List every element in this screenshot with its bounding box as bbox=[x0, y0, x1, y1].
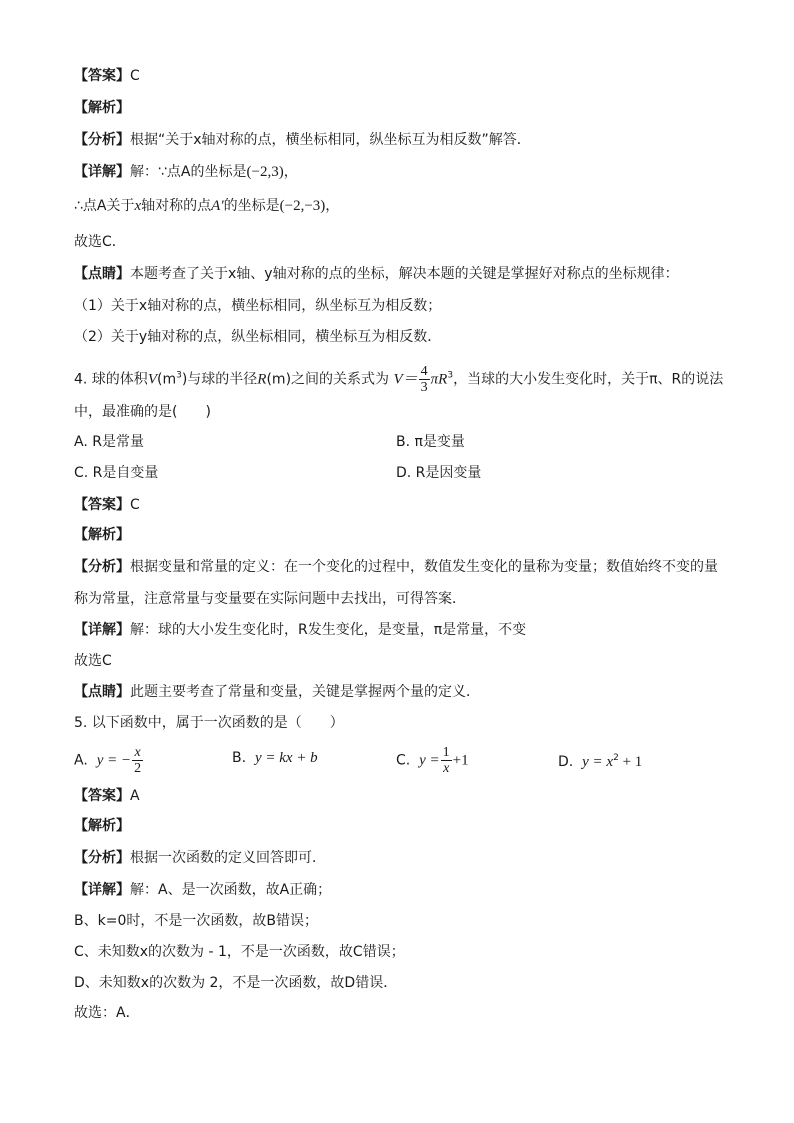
q3-detail-text-2e: 的坐标是 bbox=[223, 198, 280, 214]
q5-option-a-expr: y = − bbox=[96, 752, 132, 769]
q3-point-a-prime: A′ bbox=[211, 198, 224, 214]
q5-option-d-expr: y = x bbox=[582, 754, 614, 770]
q3-fenxi-line bbox=[74, 130, 531, 150]
q5-option-d-sup: 2 bbox=[613, 753, 619, 763]
q4-fenxi-line-2: 称为常量，注意常量与变量要在实际问题中去找出，可得答案． bbox=[74, 591, 466, 607]
q4-stem-d: (m)之间的关系式为 bbox=[266, 371, 390, 388]
q4-formula-rhs: πR bbox=[430, 371, 448, 388]
fenxi-tag: 【分析】 bbox=[74, 850, 130, 866]
q5-option-a-fraction bbox=[132, 745, 143, 776]
q4-option-d: D. R是因变量 bbox=[396, 465, 482, 481]
q3-analysis-tag bbox=[74, 98, 130, 118]
q3-detail-text: 解：∵点A的坐标是 bbox=[130, 164, 247, 180]
q3-point-a: (−2,3) bbox=[246, 164, 284, 180]
q5-option-b bbox=[232, 748, 318, 768]
q5-option-d-label: D. bbox=[558, 754, 574, 770]
q4-var-r: R bbox=[257, 371, 267, 388]
q4-unit: (m bbox=[156, 371, 177, 388]
q5-option-b-label: B. bbox=[232, 750, 247, 766]
q5-option-d bbox=[558, 748, 642, 772]
q3-comment-line bbox=[74, 264, 679, 284]
q4-var-v: V bbox=[147, 371, 157, 388]
q4-option-c: C. R是自变量 bbox=[74, 465, 159, 481]
q3-comment: 本题考查了关于x轴、y轴对称的点的坐标，解决本题的关键是掌握好对称点的坐标规律： bbox=[130, 266, 679, 282]
q5-detail-1: 解：A、是一次函数，故A正确； bbox=[130, 882, 332, 898]
q4-stem-e: ，当球的大小发生变化时，关于π、R的说法 bbox=[453, 371, 724, 388]
q3-point-coords: (−2,−3) bbox=[279, 198, 326, 214]
q3-detail-line-2 bbox=[74, 196, 339, 216]
q3-choose: 故选C． bbox=[74, 234, 126, 250]
fenxi-tag: 【分析】 bbox=[74, 132, 130, 148]
comment-tag: 【点睛】 bbox=[74, 266, 130, 282]
q5-fenxi-line bbox=[74, 848, 326, 868]
q3-detail-text-2c: 轴对称的点 bbox=[141, 198, 212, 214]
detail-tag: 【详解】 bbox=[74, 164, 130, 180]
q4-comment: 此题主要考查了常量和变量，关键是掌握两个量的定义． bbox=[130, 684, 480, 700]
q4-formula-lhs: V＝ bbox=[393, 371, 418, 388]
q4-analysis-tag bbox=[74, 525, 130, 545]
q4-stem-a: 4. 球的体积 bbox=[74, 371, 148, 388]
q5-choose: 故选：A． bbox=[74, 1005, 140, 1021]
q5-detail-line-4: D、未知数x的次数为 2，不是一次函数，故D错误． bbox=[74, 975, 398, 991]
q5-analysis-tag bbox=[74, 816, 130, 836]
q4-stem-c: )与球的半径 bbox=[181, 371, 258, 388]
q4-formula-sup: 3 bbox=[447, 370, 454, 381]
detail-tag: 【详解】 bbox=[74, 622, 130, 638]
q3-detail-text-2a: ∴点A关于 bbox=[74, 198, 135, 214]
q3-punct-2: ， bbox=[325, 198, 340, 214]
q4-fenxi-line-1 bbox=[74, 557, 718, 577]
q3-detail-line-1 bbox=[74, 162, 298, 182]
q5-a-den: 2 bbox=[134, 761, 142, 776]
q5-detail-line-3: C、未知数x的次数为 - 1，不是一次函数，故C错误； bbox=[74, 944, 405, 960]
q5-answer-line bbox=[74, 786, 140, 806]
answer-tag: 【答案】 bbox=[74, 788, 130, 804]
q4-choose: 故选C bbox=[74, 653, 112, 669]
q4-answer: C bbox=[130, 497, 140, 513]
q5-c-num: 1 bbox=[442, 745, 450, 760]
q4-comment-line bbox=[74, 682, 480, 702]
q4-detail: 解：球的大小发生变化时，R发生变化，是变量，π是常量，不变 bbox=[130, 622, 527, 638]
q5-a-num: x bbox=[132, 745, 143, 761]
q5-option-c-label: C. bbox=[396, 752, 411, 769]
q4-frac-num: 4 bbox=[420, 364, 428, 379]
q4-unit-sup: 3 bbox=[176, 370, 182, 381]
q5-option-c-tail: +1 bbox=[452, 752, 469, 769]
q4-stem-line-2: 中，最准确的是( ) bbox=[74, 404, 211, 420]
detail-tag: 【详解】 bbox=[74, 882, 130, 898]
q5-option-c-fraction bbox=[441, 745, 452, 776]
analysis-tag: 【解析】 bbox=[74, 527, 130, 543]
comment-tag: 【点睛】 bbox=[74, 684, 130, 700]
q3-answer: C bbox=[130, 68, 140, 84]
q5-option-d-tail: + 1 bbox=[618, 754, 643, 770]
analysis-tag: 【解析】 bbox=[74, 818, 130, 834]
q5-option-a bbox=[74, 745, 144, 776]
q3-punct: ， bbox=[283, 164, 298, 180]
q5-fenxi: 根据一次函数的定义回答即可． bbox=[130, 850, 326, 866]
q4-fraction bbox=[419, 364, 430, 395]
answer-tag: 【答案】 bbox=[74, 497, 130, 513]
q5-option-c-expr: y = bbox=[419, 752, 440, 769]
answer-tag: 【答案】 bbox=[74, 68, 130, 84]
q3-rule-1: （1）关于x轴对称的点，横坐标相同，纵坐标互为相反数； bbox=[74, 298, 442, 314]
q4-answer-line bbox=[74, 495, 140, 515]
q4-detail-line bbox=[74, 620, 526, 640]
q3-fenxi: 根据“关于x轴对称的点，横坐标相同，纵坐标互为相反数”解答． bbox=[130, 132, 531, 148]
q4-stem-line-1 bbox=[74, 364, 723, 395]
q3-answer-line bbox=[74, 66, 140, 86]
analysis-tag: 【解析】 bbox=[74, 100, 130, 116]
q5-stem: 5. 以下函数中，属于一次函数的是（ ） bbox=[74, 715, 344, 731]
q4-frac-den: 3 bbox=[420, 380, 428, 395]
q5-detail-line-1 bbox=[74, 880, 331, 900]
q4-fenxi-1: 根据变量和常量的定义：在一个变化的过程中，数值发生变化的量称为变量；数值始终不变的量 bbox=[130, 559, 718, 575]
q5-c-den: x bbox=[443, 761, 450, 776]
q5-option-c bbox=[396, 745, 469, 776]
fenxi-tag: 【分析】 bbox=[74, 559, 130, 575]
q4-option-b: B. π是变量 bbox=[396, 434, 465, 450]
q5-option-a-label: A. bbox=[74, 752, 88, 769]
q5-option-b-expr: y = kx + b bbox=[254, 750, 318, 766]
q5-answer: A bbox=[130, 788, 140, 804]
q3-axis-x: x bbox=[134, 198, 142, 214]
q5-detail-line-2: B、k=0时，不是一次函数，故B错误； bbox=[74, 913, 318, 929]
q3-rule-2: （2）关于y轴对称的点，纵坐标相同，横坐标互为相反数． bbox=[74, 329, 442, 345]
q4-option-a: A. R是常量 bbox=[74, 434, 144, 450]
